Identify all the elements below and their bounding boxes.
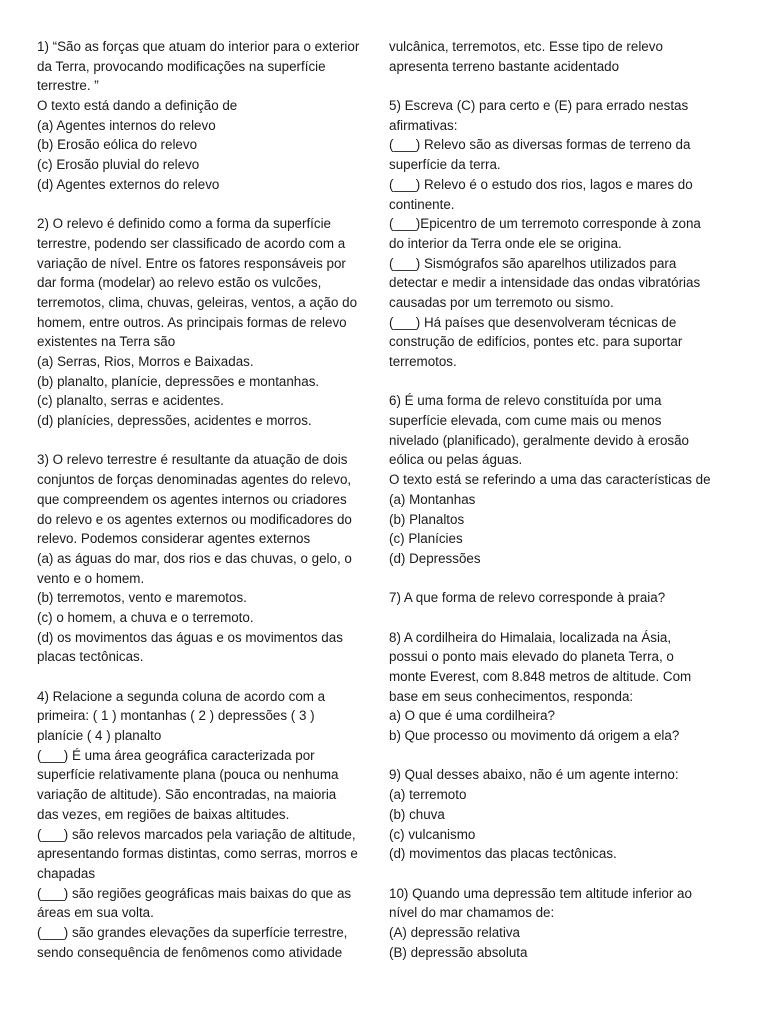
right-text-line: b) Que processo ou movimento dá origem a ela? — [389, 728, 680, 744]
left-text-line: (c) o homem, a chuva e o terremoto. — [37, 609, 254, 625]
left-text-line: placas tectônicas. — [37, 649, 144, 665]
left-text-line: (___) são regiões geográficas mais baixas do que as — [37, 885, 352, 901]
left-text-line: (a) Agentes internos do relevo — [37, 117, 216, 133]
right-text-line: possui o ponto mais elevado do planeta Terra, o — [389, 649, 674, 665]
left-text-line: áreas em sua volta. — [37, 905, 154, 921]
right-blank-line — [389, 76, 734, 96]
right-text-line: (b) Planaltos — [389, 511, 465, 527]
left-text-line: 2) O relevo é definido como a forma da superfície — [37, 216, 331, 232]
left-text-line: das vezes, em regiões de baixas altitudes. — [37, 806, 290, 822]
left-text-line: (c) planalto, serras e acidentes. — [37, 393, 224, 409]
right-blank-line — [389, 746, 734, 766]
right-text-line: 9) Qual desses abaixo, não é um agente interno: — [389, 767, 679, 783]
right-text-line: (___) Relevo são as diversas formas de terreno da — [389, 137, 691, 153]
right-text-line: 5) Escreva (C) para certo e (E) para errado nestas — [389, 98, 689, 114]
left-text-line: existentes na Terra são — [37, 334, 176, 350]
right-text-line: eólica ou pelas águas. — [389, 452, 523, 468]
right-text-line: afirmativas: — [389, 117, 458, 133]
right-text-line: (___) Sismógrafos são aparelhos utilizados para — [389, 255, 677, 271]
right-text-line: (c) Planícies — [389, 531, 463, 547]
left-text-line: (a) as águas do mar, dos rios e das chuvas, o gelo, o — [37, 550, 352, 566]
right-text-line: 7) A que forma de relevo corresponde à praia? — [389, 590, 666, 606]
right-text-line: (c) vulcanismo — [389, 826, 476, 842]
left-text-line: apresentando formas distintas, como serras, morros e — [37, 846, 358, 862]
left-text-line: chapadas — [37, 865, 96, 881]
left-text-line: 3) O relevo terrestre é resultante da atuação de dois — [37, 452, 348, 468]
left-blank-line — [37, 195, 382, 215]
right-text-line: monte Everest, com 8.848 metros de altitude. Com — [389, 669, 692, 684]
left-text-line: (d) os movimentos das águas e os movimentos das — [37, 629, 343, 645]
right-text-line: (a) Montanhas — [389, 491, 476, 507]
right-text-line: (d) movimentos das placas tectônicas. — [389, 846, 617, 862]
right-blank-line — [389, 372, 734, 392]
left-text-line: terremotos, clima, chuvas, geleiras, ventos, a ação do — [37, 294, 358, 310]
left-text-line: (b) Erosão eólica do relevo — [37, 137, 198, 153]
right-text-line: nivelado (planificado), geralmente devido à erosão — [389, 432, 689, 448]
left-text-line: (d) planícies, depressões, acidentes e morros. — [37, 413, 312, 429]
left-blank-line — [37, 667, 382, 687]
left-text-line: variação de altitude). São encontradas, na maioria — [37, 787, 337, 803]
right-text-line: 10) Quando uma depressão tem altitude inferior ao — [389, 885, 692, 901]
right-text-line: superfície elevada, com cume mais ou menos — [389, 413, 662, 429]
left-text-line: terrestre. ” — [37, 78, 99, 94]
left-column — [37, 37, 382, 962]
left-text-line: primeira: ( 1 ) montanhas ( 2 ) depressões ( 3 ) — [37, 708, 315, 724]
right-blank-line — [389, 864, 734, 884]
left-text-line: terrestre, podendo ser classificado de acordo com a — [37, 235, 346, 251]
right-text-line: (A) depressão relativa — [389, 924, 520, 940]
right-text-line: 6) É uma forma de relevo constituída por uma — [389, 393, 662, 409]
right-text-line: base em seus conhecimentos, responda: — [389, 688, 634, 704]
left-text-line: (___) são grandes elevações da superfície terrestre, — [37, 924, 348, 940]
right-text-line: construção de edifícios, pontes etc. para suportar — [389, 334, 683, 350]
left-text-line: (a) Serras, Rios, Morros e Baixadas. — [37, 354, 254, 369]
left-text-line: que compreendem os agentes internos ou criadores — [37, 491, 347, 507]
left-text-line: 4) Relacione a segunda coluna de acordo com a — [37, 688, 326, 704]
left-text-line: superfície relativamente plana (pouca ou nenhuma — [37, 767, 339, 783]
left-text-line: (b) planalto, planície, depressões e montanhas. — [37, 373, 320, 389]
right-text-line: (d) Depressões — [389, 550, 481, 566]
left-text-line: homem, entre outros. As principais formas de relevo — [37, 314, 347, 330]
left-text-line: dar forma (modelar) ao relevo estão os vulcões, — [37, 275, 322, 291]
left-text-line: planície ( 4 ) planalto — [37, 728, 162, 744]
right-text-line: (a) terremoto — [389, 787, 467, 803]
right-text-line: vulcânica, terremotos, etc. Esse tipo de relevo — [389, 39, 663, 54]
right-text-line: nível do mar chamamos de: — [389, 905, 555, 921]
right-text-line: (___) Há países que desenvolveram técnicas de — [389, 314, 677, 330]
right-blank-line — [389, 569, 734, 589]
right-text-line: terremotos. — [389, 354, 457, 369]
right-blank-line — [389, 608, 734, 628]
left-text-line: O texto está dando a definição de — [37, 98, 238, 114]
left-text-line: do relevo e os agentes externos ou modificadores do — [37, 511, 352, 527]
right-text-line: detectar e medir a intensidade das ondas vibratórias — [389, 275, 701, 291]
left-text-line: sendo consequência de fenômenos como atividade — [37, 944, 343, 960]
right-text-line: causadas por um terremoto ou sismo. — [389, 294, 614, 310]
left-text-line: vento e o homem. — [37, 570, 145, 586]
right-text-line: do interior da Terra onde ele se origina. — [389, 235, 622, 251]
right-text-line: apresenta terreno bastante acidentado — [389, 58, 620, 74]
left-text-line: conjuntos de forças denominadas agentes do relevo, — [37, 472, 352, 488]
left-text-line: (___) É uma área geográfica caracterizada por — [37, 747, 315, 763]
right-text-line: (___)Epicentro de um terremoto corresponde à zona — [389, 216, 701, 232]
left-text-line: relevo. Podemos considerar agentes externos — [37, 531, 311, 547]
right-text-line: 8) A cordilheira do Himalaia, localizada na Ásia, — [389, 629, 672, 645]
left-text-line: da Terra, provocando modificações na superfície — [37, 58, 326, 74]
left-text-line: (___) são relevos marcados pela variação de altitude, — [37, 826, 356, 842]
right-text-line: (___) Relevo é o estudo dos rios, lagos e mares do — [389, 176, 693, 192]
left-text-line: 1) “São as forças que atuam do interior para o exterior — [37, 39, 360, 54]
right-text-line: O texto está se referindo a uma das características de — [389, 472, 711, 488]
left-text-line: (d) Agentes externos do relevo — [37, 176, 220, 192]
left-blank-line — [37, 431, 382, 451]
left-text-line: (b) terremotos, vento e maremotos. — [37, 590, 247, 606]
right-column — [389, 37, 734, 962]
left-text-line: variação de nível. Entre os fatores responsáveis por — [37, 255, 346, 271]
right-text-line: (b) chuva — [389, 806, 445, 822]
left-text-line: (c) Erosão pluvial do relevo — [37, 157, 200, 173]
right-text-line: a) O que é uma cordilheira? — [389, 708, 555, 724]
right-text-line: continente. — [389, 196, 455, 212]
right-text-line: superfície da terra. — [389, 157, 501, 173]
right-text-line: (B) depressão absoluta — [389, 944, 528, 960]
